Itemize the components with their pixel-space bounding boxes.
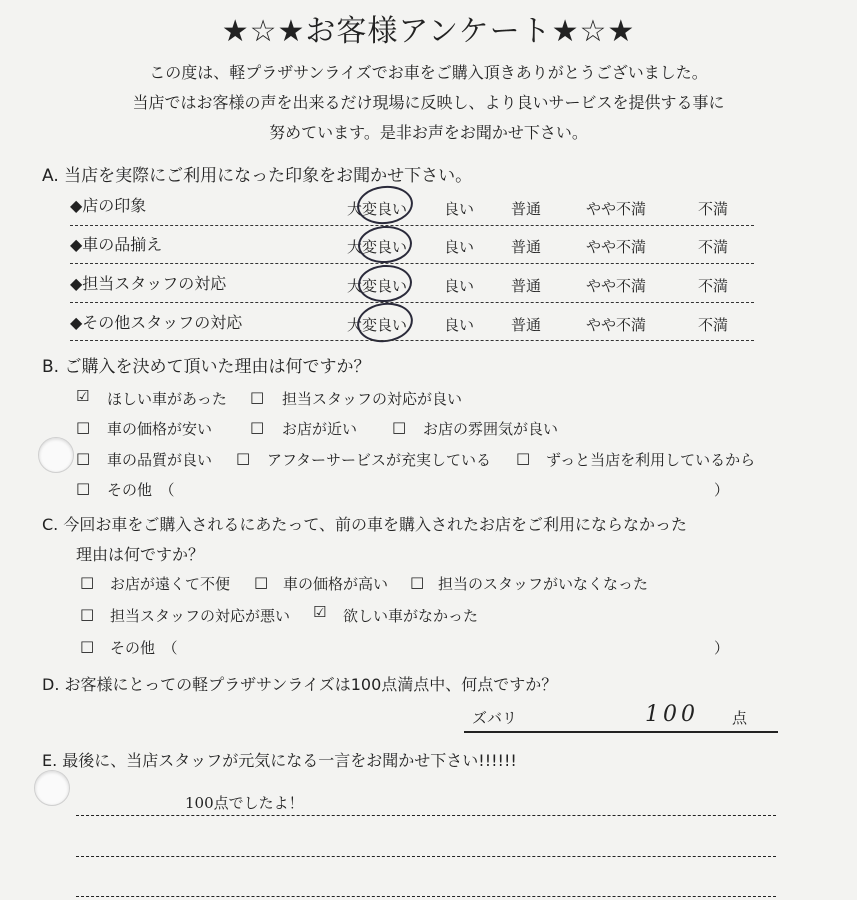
selection-circle	[355, 299, 416, 345]
option-label: 担当スタッフの対応が良い	[282, 390, 463, 408]
checkbox[interactable]: □	[516, 449, 531, 467]
rating-dissatisfied[interactable]: 不満	[698, 316, 729, 334]
checkbox[interactable]: □	[76, 449, 91, 467]
selection-circle	[355, 183, 415, 227]
rating-average[interactable]: 普通	[511, 238, 542, 256]
intro-line-3: 努めています。是非お声をお聞かせ下さい。	[269, 123, 588, 142]
section-c-heading-line-2: 理由は何ですか？	[76, 545, 205, 564]
rating-very-good[interactable]: 大変良い	[347, 277, 408, 295]
checkbox[interactable]: □	[76, 418, 91, 436]
rating-average[interactable]: 普通	[511, 277, 542, 295]
rating-good[interactable]: 良い	[444, 277, 475, 295]
row-divider	[70, 302, 754, 303]
option-label: アフターサービスが充実している	[267, 451, 491, 469]
rating-very-good[interactable]: 大変良い	[347, 238, 408, 256]
checkbox[interactable]: □	[80, 637, 95, 655]
rating-dissatisfied[interactable]: 不満	[698, 200, 729, 218]
option-label: 車の品質が良い	[107, 451, 213, 469]
checkbox[interactable]: □	[76, 479, 91, 497]
selection-circle	[357, 224, 413, 265]
section-e-heading: E. 最後に、当店スタッフが元気になる一言をお聞かせ下さい!!!!!!	[42, 751, 517, 770]
option-label: 車の価格が安い	[107, 420, 213, 438]
rating-good[interactable]: 良い	[444, 200, 475, 218]
section-a-heading: A. 当店を実際にご利用になった印象をお聞かせ下さい。	[42, 166, 473, 186]
checkbox[interactable]: □	[250, 388, 265, 406]
score-unit: 点	[732, 709, 748, 727]
option-label: 車の価格が高い	[283, 575, 389, 593]
rating-very-good[interactable]: 大変良い	[347, 316, 408, 334]
intro-line-2: 当店ではお客様の声を出来るだけ現場に反映し、より良いサービスを提供する事に	[132, 93, 725, 112]
checkbox-checked[interactable]: ☑	[76, 387, 90, 405]
row-divider	[70, 263, 754, 264]
rating-somewhat-dissatisfied[interactable]: やや不満	[586, 277, 647, 295]
option-label: 担当のスタッフがいなくなった	[438, 575, 649, 593]
rating-very-good[interactable]: 大変良い	[347, 200, 408, 218]
handwritten-score[interactable]: 100	[645, 702, 699, 727]
survey-title: ★☆★お客様アンケート★☆★	[221, 14, 636, 49]
option-label: 欲しい車がなかった	[343, 607, 479, 625]
comment-line	[76, 815, 776, 816]
section-a-row-label: ◆車の品揃え	[70, 235, 163, 254]
option-label: お店が近い	[282, 420, 358, 438]
rating-somewhat-dissatisfied[interactable]: やや不満	[586, 200, 647, 218]
checkbox-checked[interactable]: ☑	[313, 603, 327, 621]
handwritten-prefix: ズバリ	[472, 709, 518, 727]
rating-average[interactable]: 普通	[511, 316, 542, 334]
punch-hole-top	[38, 437, 74, 473]
section-a-row-label: ◆店の印象	[70, 196, 147, 215]
checkbox[interactable]: □	[80, 605, 95, 623]
punch-hole-bottom	[34, 770, 70, 806]
option-label: ほしい車があった	[107, 390, 227, 408]
checkbox[interactable]: □	[392, 418, 407, 436]
checkbox[interactable]: □	[410, 573, 425, 591]
option-label: ずっと当店を利用しているから	[546, 451, 756, 469]
option-label: その他 （	[110, 639, 178, 657]
intro-line-1: この度は、軽プラザサンライズでお車をご購入頂きありがとうございました。	[149, 63, 708, 82]
checkbox[interactable]: □	[254, 573, 269, 591]
score-underline	[464, 731, 778, 733]
option-label: お店の雰囲気が良い	[423, 420, 559, 438]
rating-average[interactable]: 普通	[511, 200, 542, 218]
rating-good[interactable]: 良い	[444, 238, 475, 256]
row-divider	[70, 340, 754, 341]
rating-dissatisfied[interactable]: 不満	[698, 277, 729, 295]
section-c-heading-line-1: C. 今回お車をご購入されるにあたって、前の車を購入されたお店をご利用にならなかった	[42, 515, 688, 534]
section-a-row-label: ◆担当スタッフの対応	[70, 274, 227, 293]
checkbox[interactable]: □	[236, 449, 251, 467]
checkbox[interactable]: □	[80, 573, 95, 591]
close-paren: ）	[714, 639, 730, 657]
selection-circle	[357, 263, 413, 304]
option-label: お店が遠くて不便	[110, 575, 231, 593]
row-divider	[70, 225, 754, 226]
rating-somewhat-dissatisfied[interactable]: やや不満	[586, 316, 647, 334]
handwritten-comment[interactable]: 100点でしたよ！	[185, 794, 304, 812]
section-a-row-label: ◆その他スタッフの対応	[70, 313, 243, 332]
comment-line	[76, 856, 776, 857]
comment-line	[76, 896, 776, 897]
option-label: 担当スタッフの対応が悪い	[110, 607, 291, 625]
close-paren: ）	[714, 481, 730, 499]
rating-good[interactable]: 良い	[444, 316, 475, 334]
section-d-heading: D. お客様にとっての軽プラザサンライズは100点満点中、何点ですか？	[42, 675, 558, 694]
option-label: その他 （	[107, 481, 175, 499]
section-b-heading: B. ご購入を決めて頂いた理由は何ですか？	[42, 357, 371, 377]
rating-dissatisfied[interactable]: 不満	[698, 238, 729, 256]
checkbox[interactable]: □	[250, 418, 265, 436]
rating-somewhat-dissatisfied[interactable]: やや不満	[586, 238, 647, 256]
